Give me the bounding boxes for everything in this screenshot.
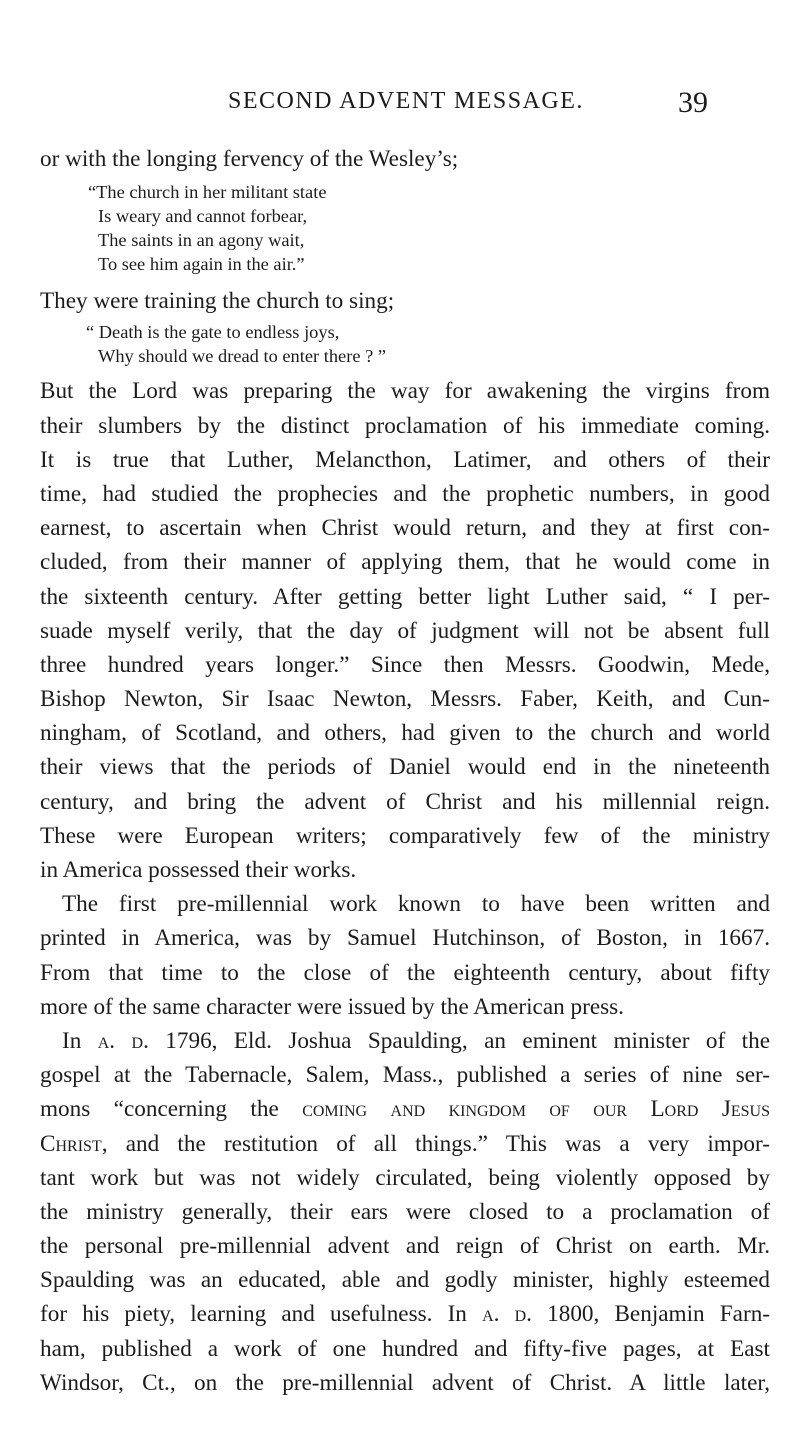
verse-line: Why should we dread to enter there ? ” xyxy=(98,346,387,367)
paragraph-2 xyxy=(40,887,770,1024)
text-line: their slumbers by the distinct proclamation of his immediate coming. xyxy=(40,412,770,439)
hymn-verse-1 xyxy=(40,176,770,284)
text-line: in America possessed their works. xyxy=(40,857,357,883)
text-line: ningham, of Scotland, and others, had given to the church and world xyxy=(40,720,770,747)
text-line: three hundred years longer.” Since then Messrs. Goodwin, Mede, xyxy=(40,651,770,678)
small-caps-title: Christ, xyxy=(40,1130,108,1157)
verse-line: Is weary and cannot forbear, xyxy=(98,206,308,227)
running-head: SECOND ADVENT MESSAGE. xyxy=(228,88,584,114)
text-line: more of the same character were issued by the American press. xyxy=(40,993,624,1020)
text-line: Bishop Newton, Sir Isaac Newton, Messrs. Faber, Keith, and Cun- xyxy=(40,686,770,713)
era-abbreviation: a. d. xyxy=(97,1027,149,1054)
text-line: The first pre-millennial work known to have been written and xyxy=(62,891,770,918)
text-run: for his piety, learning and usefulness. In xyxy=(40,1301,467,1328)
text-line: But the Lord was preparing the way for awakening the virgins from xyxy=(40,378,770,405)
hymn-verse-2 xyxy=(40,318,770,374)
paragraph-3 xyxy=(40,1024,770,1400)
text-line: It is true that Luther, Melancthon, Latimer, and others of their xyxy=(40,446,770,473)
verse-line: To see him again in the air.” xyxy=(98,254,305,275)
transition-line: They were training the church to sing; xyxy=(40,288,395,315)
text-line: their views that the periods of Daniel would end in the nineteenth xyxy=(40,754,770,781)
text-line xyxy=(40,1297,770,1331)
text-line: the ministry generally, their ears were closed to a proclamation of xyxy=(40,1198,770,1225)
text-line: printed in America, was by Samuel Hutchinson, of Boston, in 1667. xyxy=(40,925,770,952)
text-run: In xyxy=(62,1027,82,1054)
text-line: earnest, to ascertain when Christ would return, and they at first con- xyxy=(40,515,770,542)
verse-line: The saints in an agony wait, xyxy=(98,230,305,251)
text-run: 1796, Eld. Joshua Spaulding, an eminent minister of the xyxy=(165,1027,771,1054)
text-run: mons “concerning the xyxy=(40,1096,279,1123)
text-line xyxy=(40,1024,770,1058)
text-run: 1800, Benjamin Farn- xyxy=(547,1301,771,1328)
text-line: tant work but was not widely circulated, being violently opposed by xyxy=(40,1164,770,1191)
text-line: the personal pre-millennial advent and reign of Christ on earth. Mr. xyxy=(40,1233,770,1260)
era-abbreviation: a. d. xyxy=(482,1301,532,1328)
text-line: From that time to the close of the eighteenth century, about fifty xyxy=(40,959,770,986)
paragraph-1 xyxy=(40,374,770,887)
small-caps-title: coming and kingdom of our Lord Jesus xyxy=(302,1096,771,1123)
text-line: cluded, from their manner of applying them, that he would come in xyxy=(40,549,770,576)
page-header xyxy=(0,88,800,122)
text-line: These were European writers; comparatively few of the ministry xyxy=(40,822,770,849)
verse-line: “ Death is the gate to endless joys, xyxy=(86,322,340,343)
text-line: Spaulding was an educated, able and godly minister, highly esteemed xyxy=(40,1267,770,1294)
text-line: gospel at the Tabernacle, Salem, Mass., published a series of nine ser- xyxy=(40,1062,770,1089)
text-run: and the restitution of all things.” This was a very impor- xyxy=(125,1130,770,1157)
text-line xyxy=(40,1127,770,1161)
text-line: Windsor, Ct., on the pre-millennial advent of Christ. A little later, xyxy=(40,1369,770,1396)
intro-line: or with the longing fervency of the Wesley’s; xyxy=(40,146,459,172)
text-line: the sixteenth century. After getting better light Luther said, “ I per- xyxy=(40,583,770,610)
text-line: ham, published a work of one hundred and fifty-five pages, at East xyxy=(40,1335,770,1362)
body-text xyxy=(40,142,770,1400)
text-line: suade myself verily, that the day of judgment will not be absent full xyxy=(40,617,770,644)
verse-line: “The church in her militant state xyxy=(88,182,327,203)
text-line: time, had studied the prophecies and the prophetic numbers, in good xyxy=(40,480,770,507)
page-number: 39 xyxy=(678,86,708,119)
text-line xyxy=(40,1092,770,1126)
text-line: century, and bring the advent of Christ and his millennial reign. xyxy=(40,788,770,815)
